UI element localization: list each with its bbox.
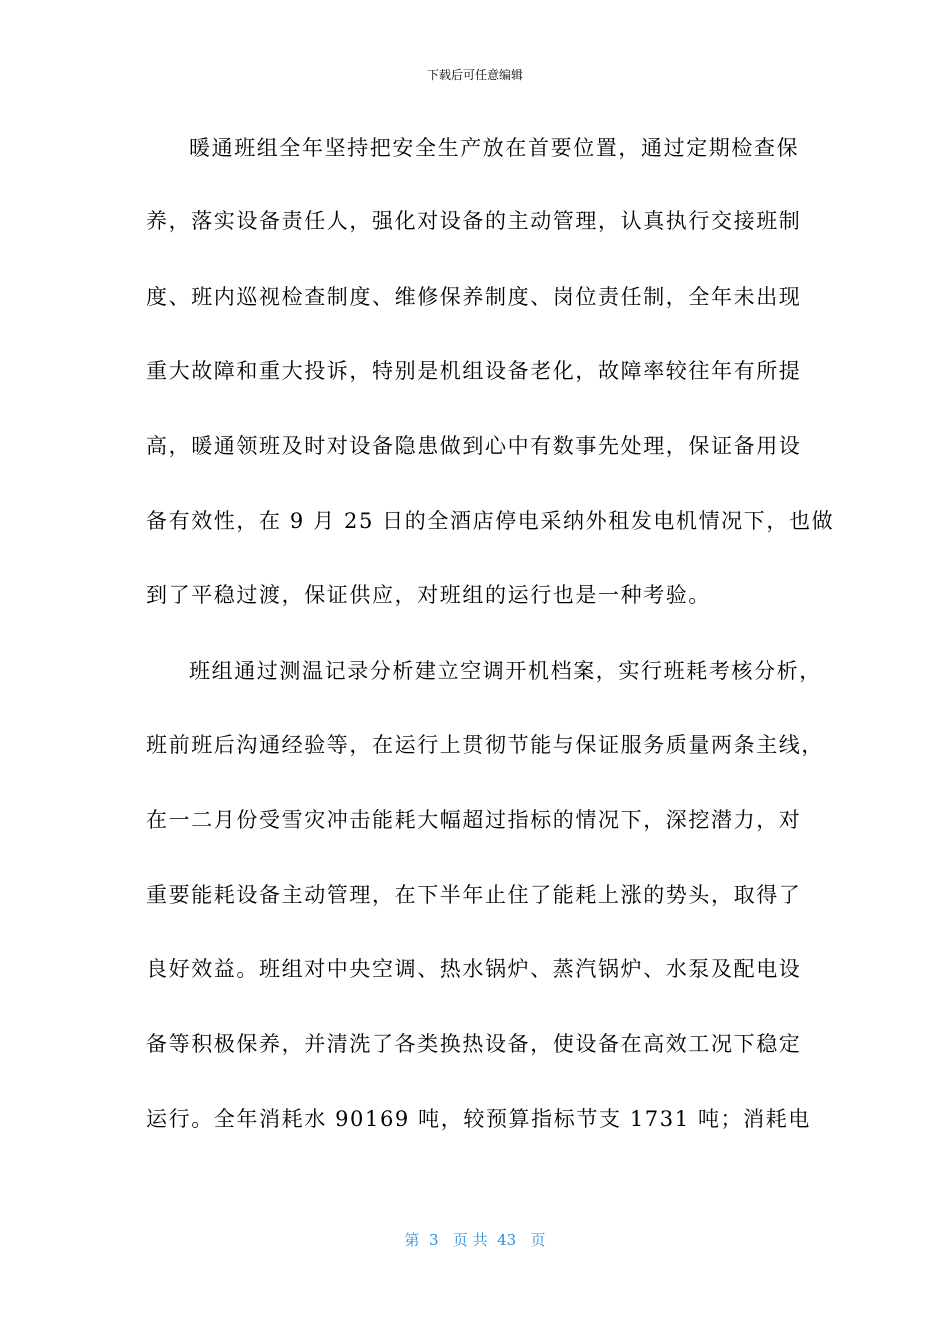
paragraph-2-line-2: 班前班后沟通经验等，在运行上贯彻节能与保证服务质量两条主线， — [146, 733, 824, 757]
paragraph-1-line-4: 重大故障和重大投诉，特别是机组设备老化，故障率较往年有所提 — [146, 359, 802, 383]
paragraph-2-line-1: 班组通过测温记录分析建立空调开机档案，实行班耗考核分析， — [189, 659, 822, 683]
paragraph-1-line-1: 暖通班组全年坚持把安全生产放在首要位置，通过定期检查保 — [189, 136, 800, 160]
paragraph-2-line-7: 运行。全年消耗水 90169 吨，较预算指标节支 1731 吨；消耗电 — [146, 1107, 811, 1131]
paragraph-2-line-3: 在一二月份受雪灾冲击能耗大幅超过指标的情况下，深挖潜力，对 — [146, 808, 802, 832]
paragraph-1-line-2: 养，落实设备责任人，强化对设备的主动管理，认真执行交接班制 — [146, 209, 802, 233]
page-header: 下载后可任意编辑 — [426, 68, 523, 82]
page-number-footer: 第 3 页 共 43 页 — [404, 1231, 546, 1249]
paragraph-1-line-3: 度、班内巡视检查制度、维修保养制度、岗位责任制，全年未出现 — [146, 285, 802, 309]
paragraph-2-line-6: 备等积极保养，并清洗了各类换热设备，使设备在高效工况下稳定 — [146, 1032, 802, 1056]
paragraph-2-line-4: 重要能耗设备主动管理，在下半年止住了能耗上涨的势头，取得了 — [146, 883, 802, 907]
paragraph-1-line-6: 备有效性，在 9 月 25 日的全酒店停电采纳外租发电机情况下，也做 — [146, 509, 835, 533]
paragraph-1-line-7: 到了平稳过渡，保证供应，对班组的运行也是一种考验。 — [146, 583, 711, 607]
paragraph-1-line-5: 高，暖通领班及时对设备隐患做到心中有数事先处理，保证备用设 — [146, 434, 802, 458]
paragraph-2-line-5: 良好效益。班组对中央空调、热水锅炉、蒸汽锅炉、水泵及配电设 — [146, 957, 802, 981]
